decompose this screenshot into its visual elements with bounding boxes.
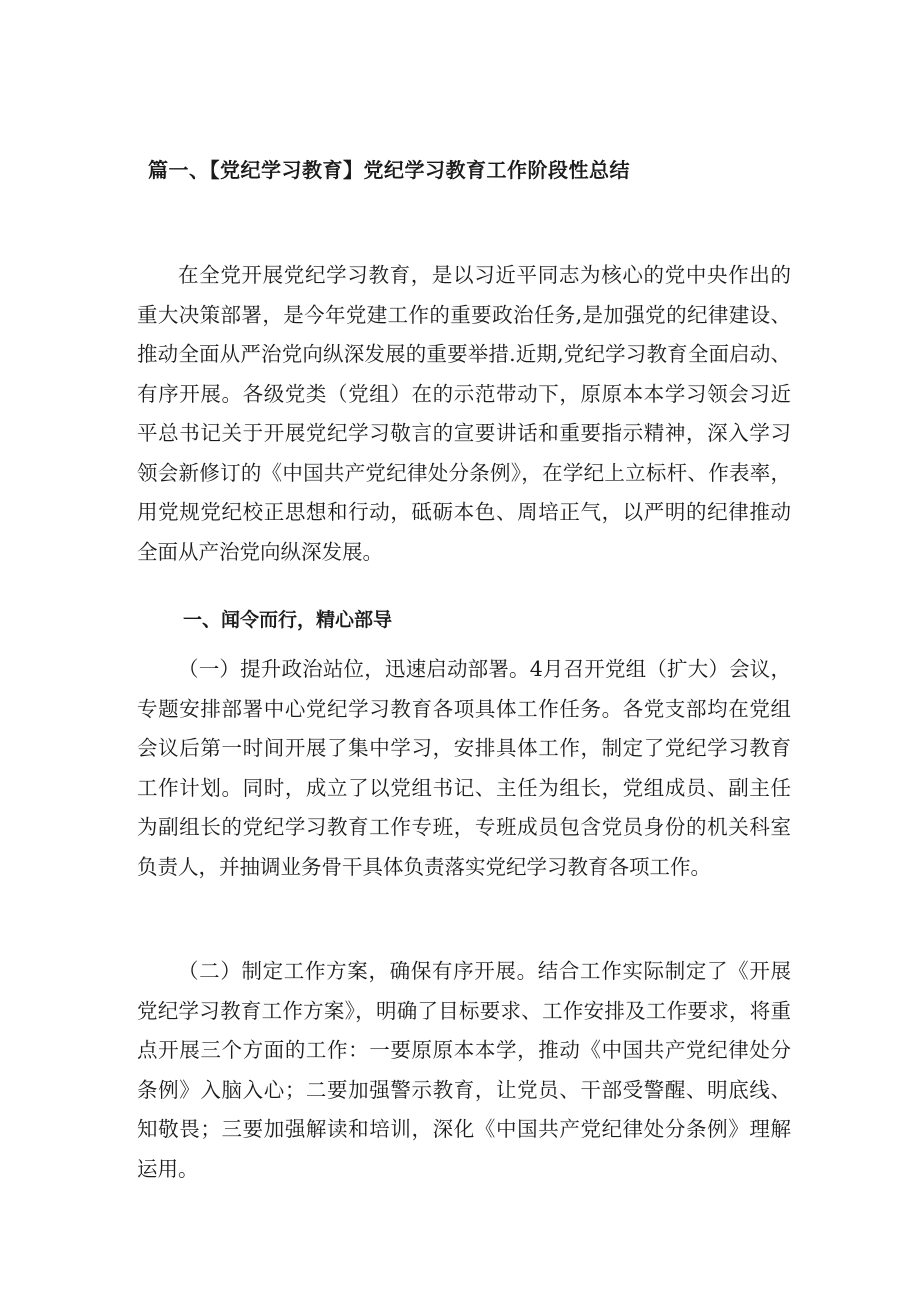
document-title: 篇一、【党纪学习教育】党纪学习教育工作阶段性总结 <box>148 158 630 182</box>
paragraph-item-1: （一）提升政治站位，迅速启动部署。4月召开党组（扩大）会议，专题安排部署中心党纪学习教育各项具体工作任务。各党支部均在党组会议后第一时间开展了集中学习，安排具体工作，制定了党纪学习教育工作计划。同时，成立了以党组书记、主任为组长，党组成员、副主任为副组长的党纪学习教育工作专班，专班成员包含党员身份的机关科室负责人，并抽调业务骨干具体负责落实党纪学习教育各项工作。 <box>137 657 791 879</box>
section-heading: 一、闻令而行，精心部导 <box>183 609 393 631</box>
paragraph-item-2: （二）制定工作方案，确保有序开展。结合工作实际制定了《开展党纪学习教育工作方案》，明确了目标要求、工作安排及工作要求，将重点开展三个方面的工作：一要原原本本学，推动《中国共产党纪律处分条例》入脑入心；二要加强警示教育，让党员、干部受警醒、明底线、知敬畏；三要加强解读和培训，深化《中国共产党纪律处分条例》理解运用。 <box>137 959 791 1181</box>
intro-paragraph: 在全党开展党纪学习教育，是以习近平同志为核心的党中央作出的重大决策部署，是今年党建工作的重要政治任务,是加强党的纪律建设、推动全面从严治党向纵深发展的重要举措.近期,党纪学习教育全面启动、有序开展。各级党类（党组）在的示范带动下，原原本本学习领会习近平总书记关于开展党纪学习敬言的宣要讲话和重要指示精神，深入学习领会新修订的《中国共产党纪律处分条例》，在学纪上立标杆、作表率，用党规党纪校正思想和行动，砥砺本色、周培正气，以严明的纪律推动全面从产治党向纵深发展。 <box>137 263 791 564</box>
